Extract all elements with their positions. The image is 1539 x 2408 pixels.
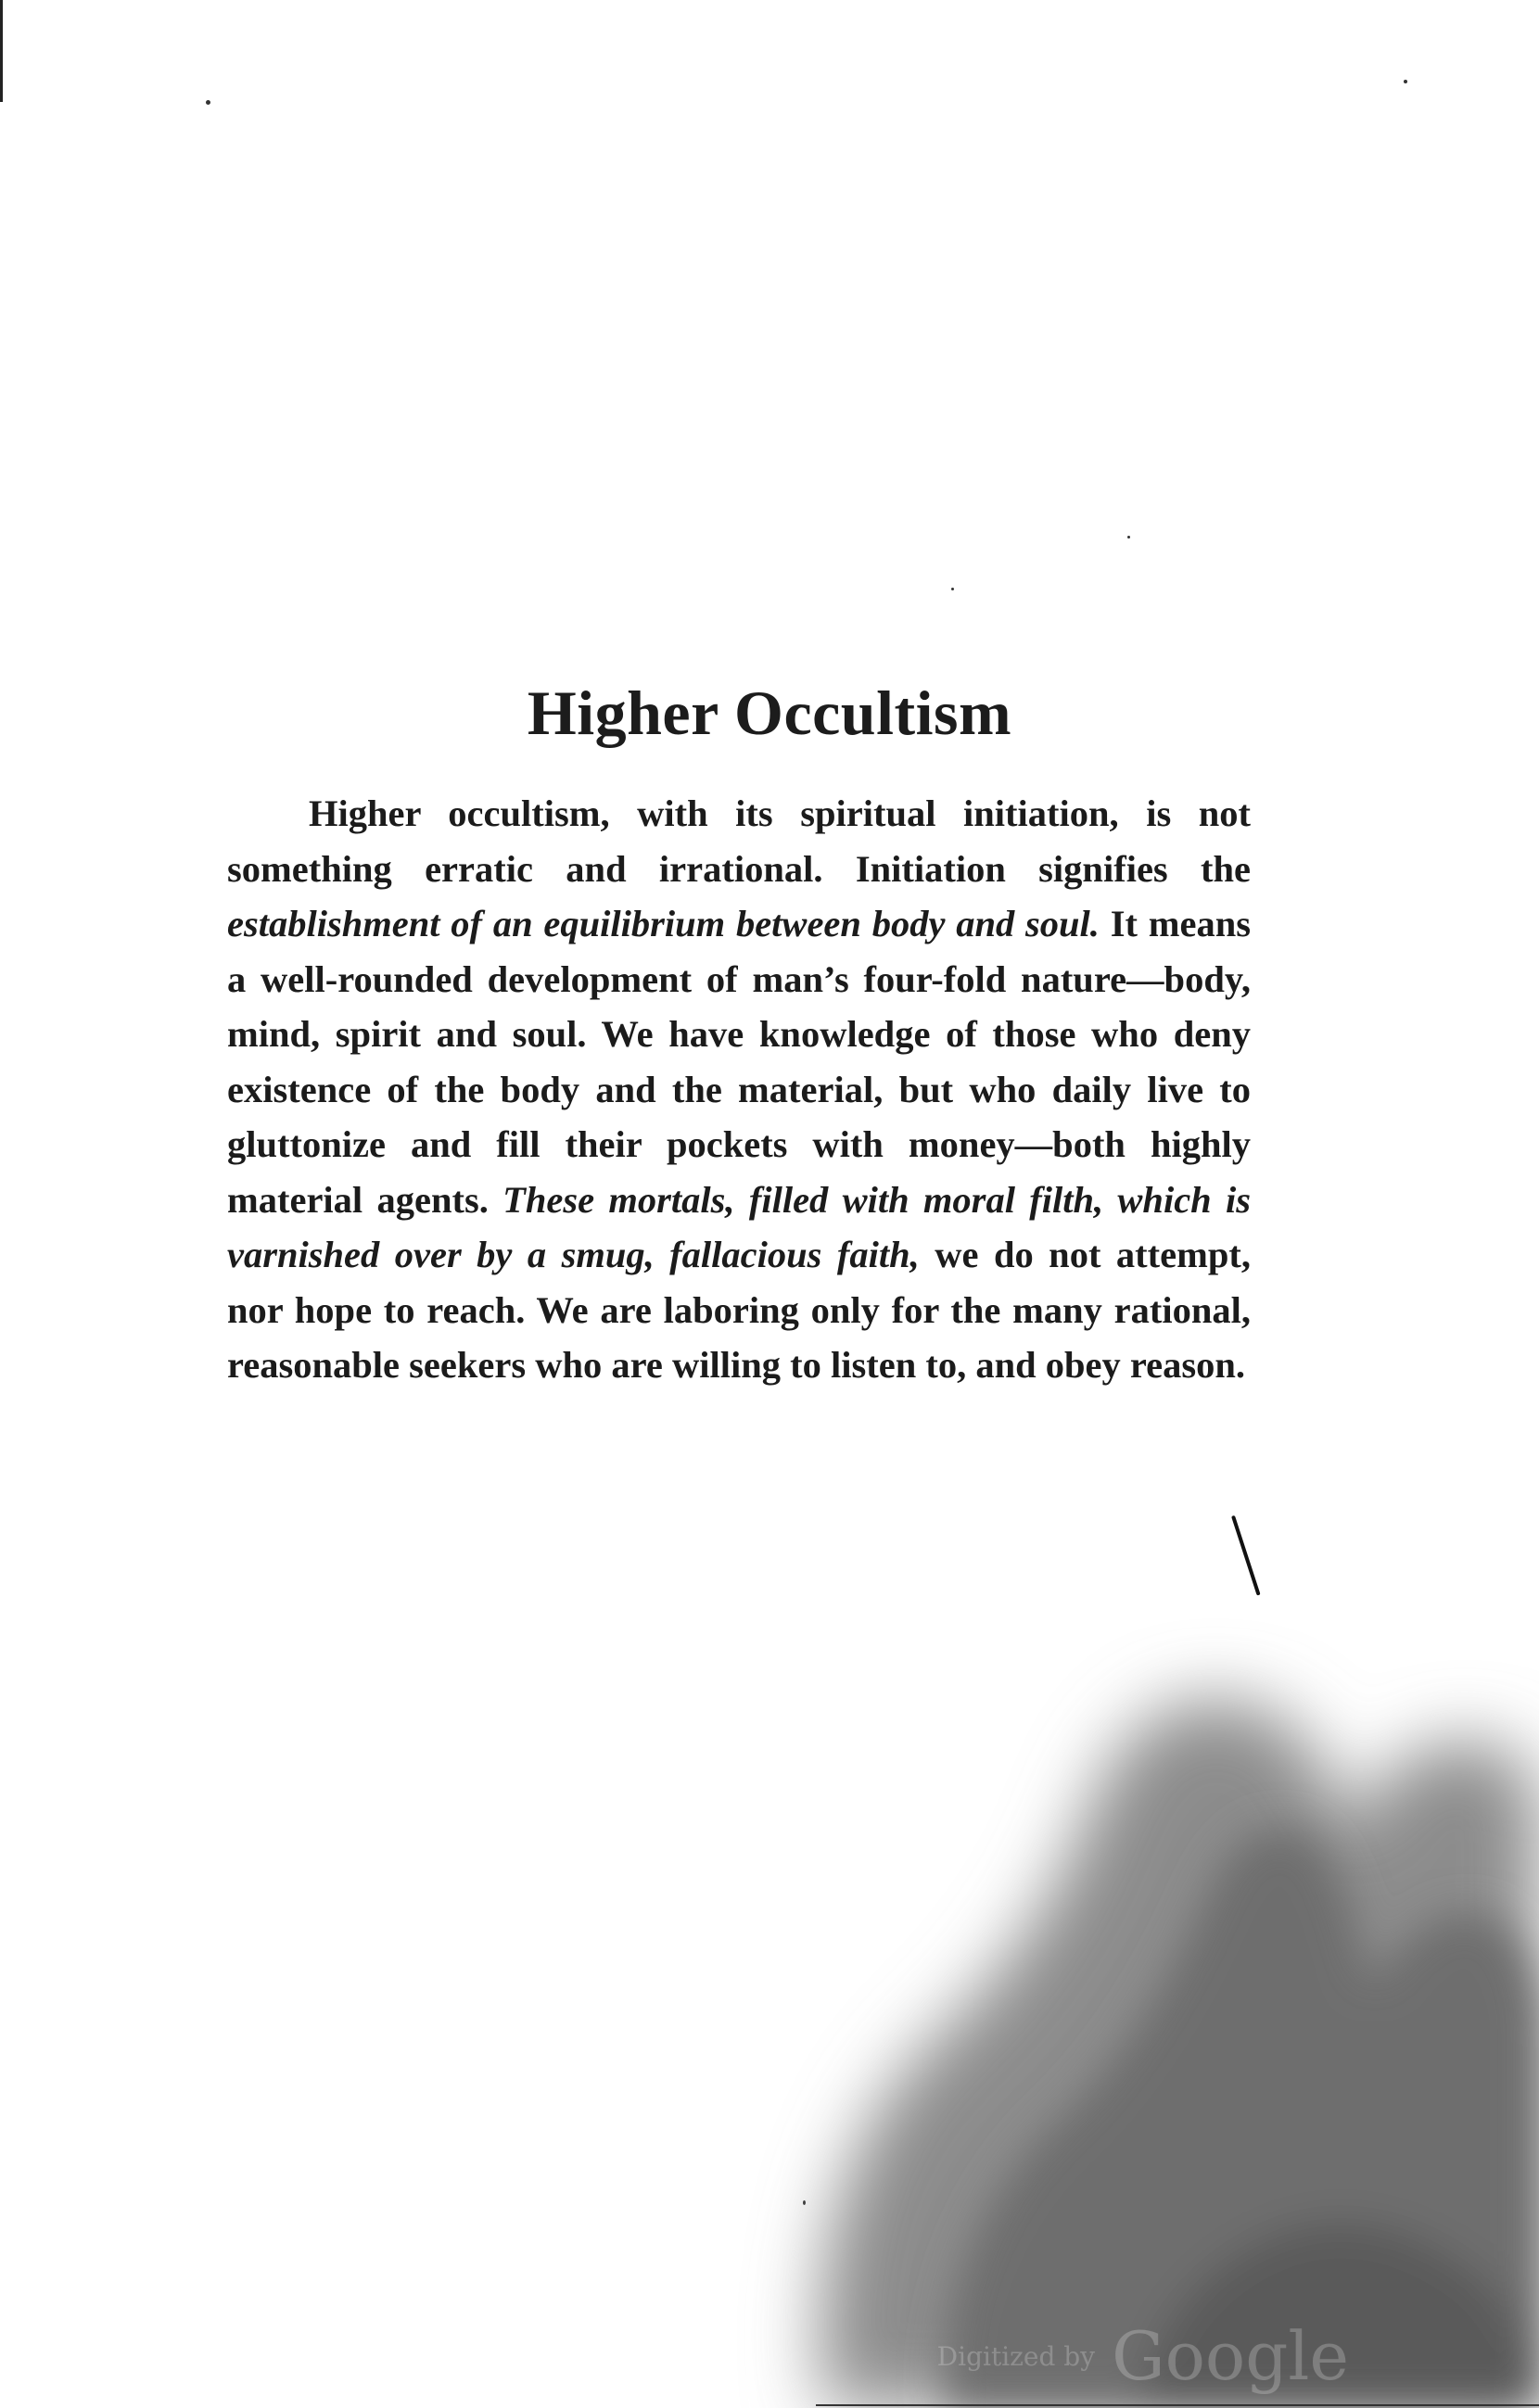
- dust-speck: [951, 588, 954, 590]
- watermark-prefix: Digitized by: [936, 2340, 1096, 2372]
- page-bottom-edge: [816, 2404, 1539, 2406]
- dust-speck: [1404, 80, 1407, 83]
- italic-text-run: These mortals, filled with moral filth, which is varnished over by a smug, fallacious faith,: [227, 1178, 1251, 1275]
- scanner-thumb-shadow: [705, 1594, 1539, 2408]
- body-paragraph: [227, 786, 1251, 1393]
- dust-speck: [206, 100, 210, 105]
- pencil-mark: [1231, 1515, 1261, 1596]
- dust-speck: [1127, 536, 1130, 539]
- page-title: Higher Occultism: [527, 678, 1012, 748]
- italic-text-run: establishment of an equilibrium between body and soul.: [227, 903, 1100, 944]
- watermark-brand: Google: [1112, 2317, 1349, 2395]
- scan-edge-mark: [0, 0, 3, 102]
- text-run: we do not attempt, nor hope to reach. We are laboring only for the many rational, reasonable seekers who are willing to listen to, and obey reason.: [227, 1234, 1251, 1386]
- text-run: It means a well-rounded development of man’s four-fold nature—body, mind, spirit and soul. We have knowledge of those who deny existence of the body and the material, but who daily live to gluttonize and fill their pockets with money—both highly material agents.: [227, 903, 1251, 1221]
- digitized-by-google-watermark: [937, 2317, 1349, 2395]
- text-run: Higher occultism, with its spiritual initiation, is not something erratic and irrational. Initiation signifies the: [227, 792, 1251, 890]
